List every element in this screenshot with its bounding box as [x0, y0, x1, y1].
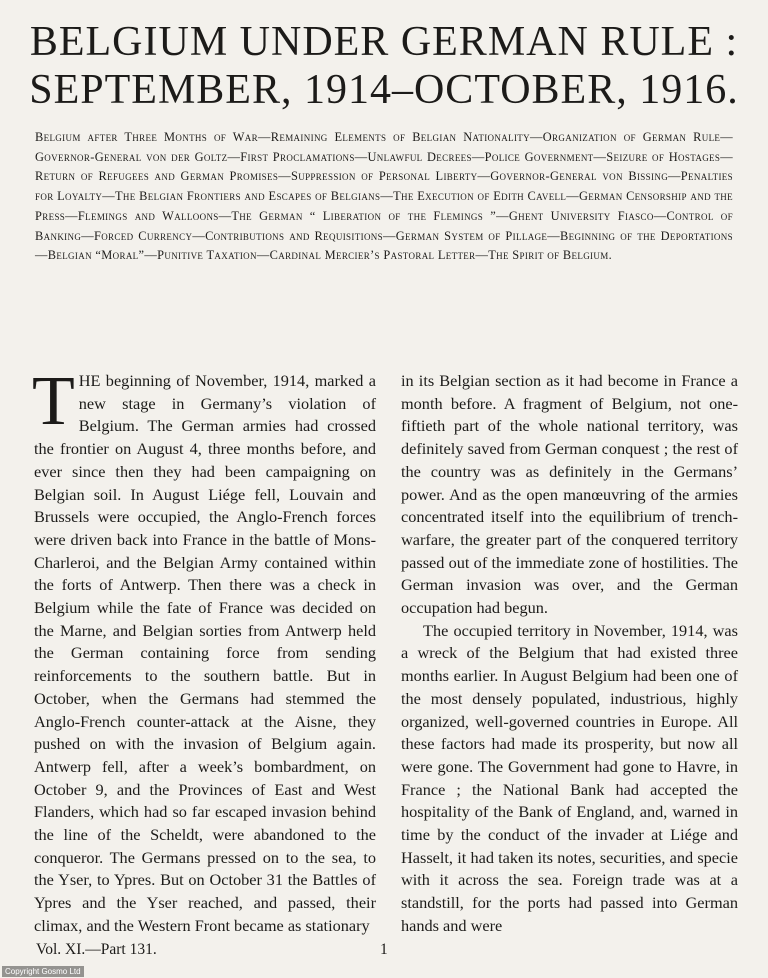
paragraph-occupied-territory: The occupied territory in November, 1914, was a wreck of the Belgium that had existed three months earlier. In August Belgium had been one of the most densely populated, industrious, highly organized, well-governed countries in Europe. All these factors had made its prosperity, but now all were gone. The Government had gone to Havre, in France ; the National Bank had accepted the hospitality of the Bank of England, and, warned in time by the conduct of the invader at Liége and Hasselt, it had taken its notes, securities, and specie with it across the sea. Foreign trade was at a standstill, for the ports had passed into German hands and were: [401, 620, 738, 935]
opening-paragraph-text: HE beginning of November, 1914, marked a new stage in Germany’s violation of Belgium. The German armies had crossed the frontier on August 4, three months before, and ever since then they had been campaigning on Belgian soil. In August Liége fell, Louvain and Brussels were occupied, the Anglo-French forces were driven back into France in the battle of Mons-Charleroi, and the Belgian Army contained within the forts of Antwerp. Then there was a check in Belgium while the fate of France was decided on the Marne, and Belgian sorties from Antwerp held the German containing force from sending reinforcements to the southern battle. But in October, when the Germans had stemmed the Anglo-French counter-attack at the Aisne, they pushed on with the invasion of Belgium again. Antwerp fell, after a week’s bombardment, on October 9, and the Provinces of East and West Flanders, which had so far escaped invasion behind the line of the Scheldt, were abandoned to the conqueror. The Germans pressed on to the sea, to the Yser, to Ypres. But on October 31 the Battles of Ypres and the Yser reached, and passed, their climax, and the Western Front became as stationary: [34, 371, 376, 935]
page-number: 1: [380, 941, 388, 958]
page-title: [20, 18, 748, 114]
title-line-1: BELGIUM UNDER GERMAN RULE :: [29, 19, 739, 65]
volume-part-label: Vol. XI.—Part 131.: [36, 941, 157, 958]
opening-paragraph: [32, 363, 376, 938]
drop-cap: T: [32, 363, 75, 440]
title-line-2: SEPTEMBER, 1914–OCTOBER, 1916.: [29, 67, 739, 113]
body-column-right: [401, 370, 738, 938]
body-column-left: [32, 363, 376, 938]
chapter-summary: Belgium after Three Months of War—Remaining Elements of Belgian Nationality—Organization of German Rule—Governor-General von der Goltz—First Proclamations—Unlawful Decrees—Police Government—Seizure of Hostages—Return of Refugees and German Promises—Suppression of Personal Liberty—Governor-General von Bissing—Penalties for Loyalty—The Belgian Frontiers and Escapes of Belgians—The Execution of Edith Cavell—German Censorship and the Press—Flemings and Walloons—The German “ Liberation of the Flemings ”—Ghent University Fiasco—Control of Banking—Forced Currency—Contributions and Requisitions—German System of Pillage—Beginning of the Deportations—Belgian “Moral”—Punitive Taxation—Cardinal Mercier’s Pastoral Letter—The Spirit of Belgium.: [35, 130, 733, 263]
copyright-watermark: Copyright Gosmo Ltd: [2, 966, 84, 977]
paragraph-continued: in its Belgian section as it had become in France a month before. A fragment of Belgium, not one-fiftieth part of the whole national territory, was definitely saved from German conquest ; the rest of the country was as definitely in the Germans’ power. And as the open manœuvring of the armies concentrated itself into the equilibrium of trench-warfare, the greater part of the conquered territory passed out of the immediate zone of hostilities. The German invasion was over, and the German occupation had begun.: [401, 371, 738, 618]
